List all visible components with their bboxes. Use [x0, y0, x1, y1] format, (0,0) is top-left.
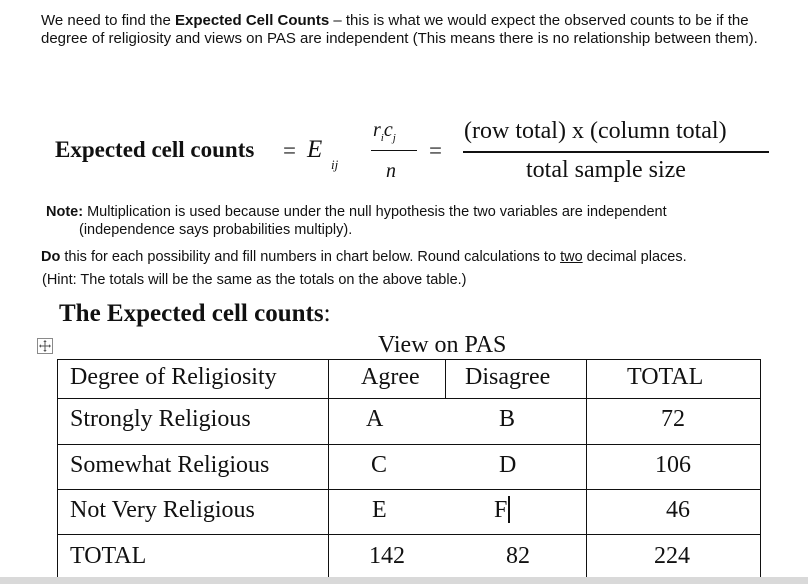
formula-equals-1: =	[283, 138, 296, 163]
instruction-do: Do	[41, 249, 61, 265]
cell-total-disagree: 82	[506, 543, 530, 569]
formula-fraction-bar-1	[371, 150, 417, 151]
note-line-1: Multiplication is used because under the null hypothesis the two variables are independent	[83, 204, 667, 220]
table-rule-col-2	[445, 359, 446, 398]
table-rule-4	[57, 534, 761, 535]
formula-rc-numerator	[373, 119, 396, 144]
section-title-text: The Expected cell counts	[59, 300, 324, 327]
formula-n-denominator: n	[386, 160, 396, 182]
formula-e-subscript: ij	[331, 157, 339, 172]
row-label-not-very-religious: Not Very Religious	[70, 497, 255, 523]
instruction-text-2: decimal places.	[582, 249, 687, 265]
header-agree: Agree	[361, 364, 420, 390]
cell-total-strongly: 72	[661, 406, 685, 432]
table-group-header: View on PAS	[378, 332, 507, 358]
row-label-total: TOTAL	[70, 543, 147, 569]
cell-grand-total: 224	[654, 543, 690, 569]
table-rule-col-3	[586, 359, 587, 579]
formula-r: r	[373, 119, 381, 141]
formula-label: Expected cell counts	[55, 137, 255, 162]
cell-total-agree: 142	[369, 543, 405, 569]
formula-word-denominator: total sample size	[526, 157, 686, 183]
header-degree-of-religiosity: Degree of Religiosity	[70, 364, 277, 390]
hint-paragraph: (Hint: The totals will be the same as the totals on the above table.)	[42, 272, 467, 288]
formula-equals-2: =	[429, 138, 442, 163]
cell-total-somewhat: 106	[655, 452, 691, 478]
cell-total-not-very: 46	[666, 497, 690, 523]
section-title-colon: :	[323, 300, 331, 327]
cell-disagree-not-very[interactable]: F	[494, 497, 508, 523]
instruction-paragraph	[41, 248, 801, 266]
formula-c-sub: j	[392, 132, 396, 144]
formula-r-sub: i	[380, 132, 384, 144]
instruction-underlined-two: two	[560, 249, 583, 265]
table-rule-top	[57, 359, 761, 360]
header-total: TOTAL	[627, 364, 704, 390]
table-rule-3	[57, 489, 761, 490]
formula-e-symbol: E	[307, 136, 323, 163]
note-label: Note:	[46, 204, 84, 220]
note-line-2: (independence says probabilities multiply).	[79, 222, 353, 238]
text-cursor	[508, 496, 510, 523]
expected-count-formula	[0, 0, 808, 200]
section-title	[59, 300, 331, 328]
formula-word-numerator: (row total) x (column total)	[464, 118, 727, 144]
intro-bold-term: Expected Cell Counts	[174, 12, 330, 29]
cell-disagree-somewhat[interactable]: D	[499, 452, 517, 478]
row-label-somewhat-religious: Somewhat Religious	[70, 452, 270, 478]
page-bottom-edge	[0, 577, 808, 584]
table-rule-1	[57, 398, 761, 399]
formula-fraction-bar-2	[463, 151, 769, 153]
note-paragraph	[46, 203, 786, 239]
cell-agree-somewhat[interactable]: C	[371, 452, 388, 478]
header-disagree: Disagree	[465, 364, 551, 390]
table-rule-2	[57, 444, 761, 445]
formula-c: c	[383, 119, 393, 141]
cell-disagree-strongly[interactable]: B	[499, 406, 516, 432]
intro-text-start: We need to find the	[41, 12, 175, 29]
row-label-strongly-religious: Strongly Religious	[70, 406, 251, 432]
cell-agree-not-very[interactable]: E	[372, 497, 387, 523]
table-rule-left	[57, 359, 58, 579]
cell-agree-strongly[interactable]: A	[366, 406, 384, 432]
table-move-handle-icon[interactable]	[37, 338, 53, 354]
table-rule-col-1	[328, 359, 329, 579]
instruction-text-1: this for each possibility and fill numbers in chart below. Round calculations to	[60, 249, 561, 265]
table-rule-right	[760, 359, 761, 579]
intro-text-end: – this is what we would expect the observed counts to be if the degree of religiosity and views on PAS are independent (This means there is no relationship between them).	[41, 12, 758, 47]
